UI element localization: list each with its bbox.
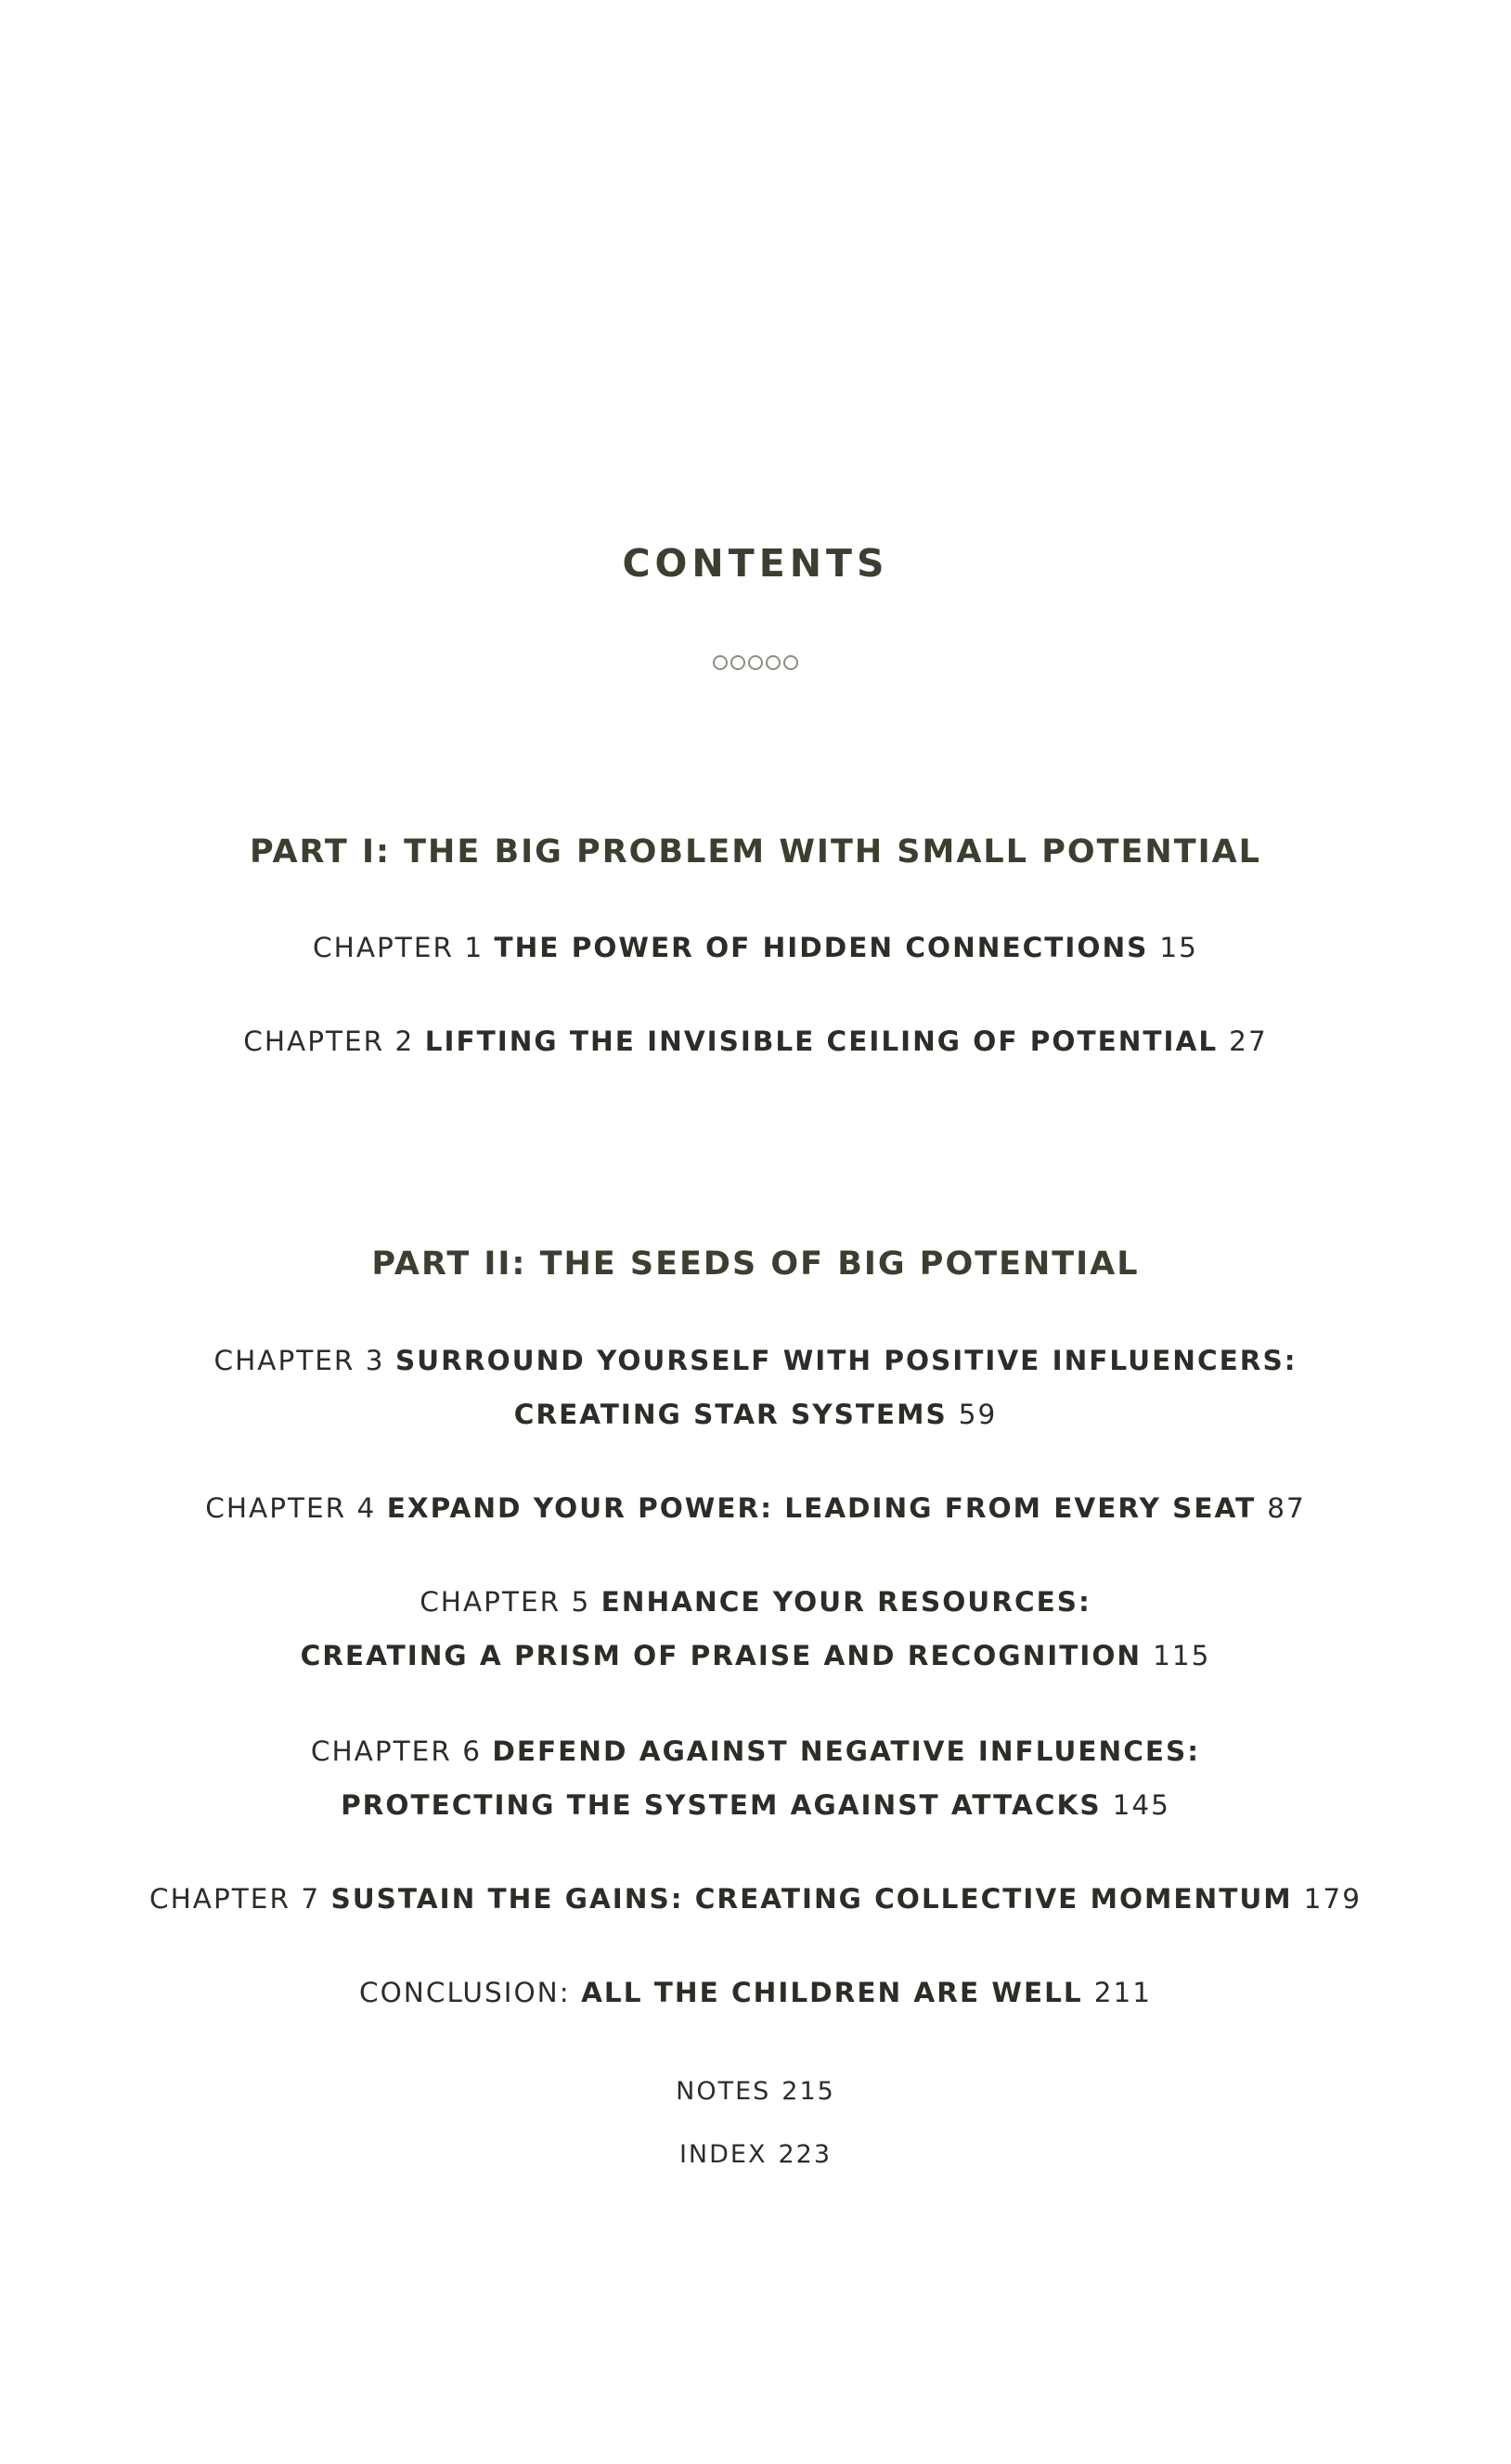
notes-label: NOTES [676, 2077, 771, 2106]
page-title: CONTENTS [622, 541, 889, 586]
page-number: 179 [1303, 1883, 1362, 1915]
page-number: 215 [781, 2077, 835, 2106]
chapter-title: DEFEND AGAINST NEGATIVE INFLUENCES: [492, 1735, 1201, 1767]
toc-entry-conclusion[interactable] [0, 1966, 1511, 2019]
chapter-title: THE POWER OF HIDDEN CONNECTIONS [494, 932, 1149, 963]
circle-icon [713, 655, 728, 670]
chapter-label: CHAPTER 1 [313, 932, 484, 963]
part-heading-1: PART I: THE BIG PROBLEM WITH SMALL POTENTIAL [250, 833, 1261, 871]
chapter-title: EXPAND YOUR POWER: LEADING FROM EVERY SEAT [386, 1492, 1257, 1524]
page-number: 145 [1112, 1789, 1170, 1821]
chapter-title: ENHANCE YOUR RESOURCES: [601, 1586, 1091, 1618]
chapter-subtitle: CREATING A PRISM OF PRAISE AND RECOGNITION [300, 1640, 1143, 1671]
toc-entry-notes[interactable] [0, 2069, 1511, 2115]
conclusion-title: ALL THE CHILDREN ARE WELL [581, 1977, 1083, 2008]
index-label: INDEX [678, 2140, 768, 2169]
circle-icon [766, 655, 781, 670]
chapter-subtitle: CREATING STAR SYSTEMS [513, 1399, 948, 1430]
chapter-subtitle: PROTECTING THE SYSTEM AGAINST ATTACKS [341, 1789, 1102, 1821]
chapter-title: SURROUND YOURSELF WITH POSITIVE INFLUENCERS: [394, 1345, 1298, 1376]
page-number: 27 [1229, 1026, 1268, 1057]
toc-entry-chapter-5[interactable] [0, 1575, 1511, 1683]
page-number: 87 [1267, 1492, 1306, 1524]
chapter-label: CHAPTER 5 [420, 1586, 591, 1618]
page-number: 211 [1093, 1977, 1153, 2008]
chapter-label: CHAPTER 3 [213, 1345, 385, 1376]
chapter-label: CHAPTER 4 [205, 1492, 377, 1524]
toc-entry-chapter-2[interactable] [0, 1014, 1511, 1068]
toc-entry-chapter-1[interactable] [0, 921, 1511, 974]
ornament-circles [0, 655, 1511, 670]
page-number: 115 [1153, 1640, 1211, 1671]
toc-entry-chapter-6[interactable] [0, 1724, 1511, 1832]
conclusion-label: CONCLUSION: [358, 1977, 571, 2008]
circle-icon [783, 655, 798, 670]
chapter-label: CHAPTER 7 [149, 1883, 321, 1915]
chapter-title: LIFTING THE INVISIBLE CEILING OF POTENTIAL [424, 1026, 1219, 1057]
page-number: 223 [778, 2140, 833, 2169]
circle-icon [748, 655, 763, 670]
toc-entry-index[interactable] [0, 2132, 1511, 2178]
part-heading-2: PART II: THE SEEDS OF BIG POTENTIAL [371, 1245, 1140, 1283]
toc-entry-chapter-7[interactable] [0, 1872, 1511, 1926]
page-number: 59 [958, 1399, 998, 1430]
toc-entry-chapter-3[interactable] [0, 1334, 1511, 1441]
chapter-label: CHAPTER 6 [310, 1735, 482, 1767]
circle-icon [730, 655, 745, 670]
toc-entry-chapter-4[interactable] [0, 1481, 1511, 1535]
page-number: 15 [1159, 932, 1198, 963]
chapter-title: SUSTAIN THE GAINS: CREATING COLLECTIVE MOMENTUM [330, 1883, 1293, 1915]
chapter-label: CHAPTER 2 [243, 1026, 415, 1057]
